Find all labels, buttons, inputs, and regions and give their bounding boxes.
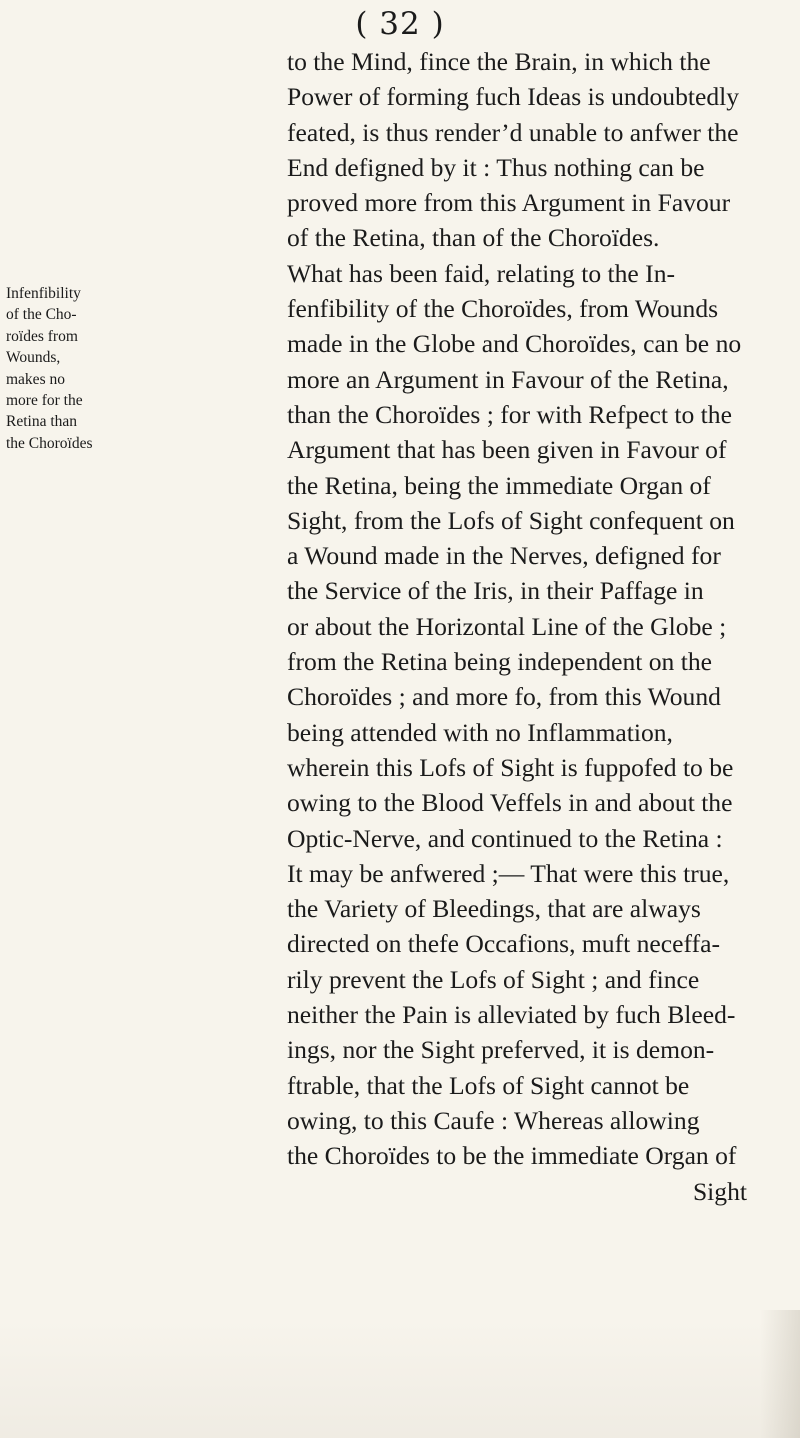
margin-note-line: Retina than <box>6 413 78 431</box>
text-line: ings, nor the Sight preferved, it is demon- <box>287 1035 715 1065</box>
text-line: Argument that has been given in Favour of <box>287 435 727 465</box>
margin-note-line: makes no <box>6 370 65 388</box>
text-line: to the Mind, fince the Brain, in which the <box>287 47 711 76</box>
text-line: from the Retina being independent on the <box>287 647 713 677</box>
text-line: the Service of the Iris, in their Paffage in <box>287 576 704 606</box>
margin-note-line: Infenfibility <box>6 285 81 302</box>
text-line: directed on thefe Occafions, muft neceffa- <box>287 929 720 959</box>
text-line: the Variety of Bleedings, that are always <box>287 894 701 924</box>
text-line: more an Argument in Favour of the Retina, <box>287 364 729 394</box>
text-line: It may be anfwered ;— That were this true, <box>287 858 730 888</box>
text-line: ftrable, that the Lofs of Sight cannot be <box>287 1070 690 1100</box>
text-line: being attended with no Inflammation, <box>287 717 673 747</box>
margin-note-line: roïdes from <box>6 327 78 345</box>
text-line: than the Choroïdes ; for with Refpect to the <box>287 399 732 429</box>
text-line: Sight, from the Lofs of Sight confequent on <box>287 505 735 535</box>
text-line: neither the Pain is alleviated by fuch Bleed- <box>287 1000 736 1030</box>
text-line: a Wound made in the Nerves, defigned for <box>287 541 721 571</box>
margin-note-line: the Choroïdes <box>6 434 93 452</box>
text-line: Choroïdes ; and more fo, from this Wound <box>287 682 721 712</box>
text-line: rily prevent the Lofs of Sight ; and fince <box>287 964 700 994</box>
text-line: proved more from this Argument in Favour <box>287 188 731 218</box>
text-line: End defigned by it : Thus nothing can be <box>287 152 705 182</box>
text-line: wherein this Lofs of Sight is fuppofed to be <box>287 752 734 782</box>
page-number: ( 32 ) <box>355 6 445 42</box>
text-line: What has been faid, relating to the In- <box>287 258 676 288</box>
text-line: feated, is thus render’d unable to anfwer the <box>287 117 739 147</box>
text-line: or about the Horizontal Line of the Globe ; <box>287 611 727 641</box>
page-stain <box>0 1320 800 1438</box>
text-line: made in the Globe and Choroïdes, can be no <box>287 329 742 359</box>
margin-note-line: Wounds, <box>6 349 61 367</box>
margin-note-line: more for the <box>6 391 83 409</box>
text-line: of the Retina, than of the Choroïdes. <box>287 223 660 253</box>
text-line: Power of forming fuch Ideas is undoubtedly <box>287 82 740 112</box>
text-line: the Choroïdes to be the immediate Organ of <box>287 1141 737 1171</box>
margin-note-line: of the Cho- <box>6 306 77 324</box>
text-line: owing to the Blood Veffels in and about the <box>287 788 733 818</box>
catchword: Sight <box>692 1176 747 1206</box>
text-line: the Retina, being the immediate Organ of <box>287 470 711 500</box>
margin-note <box>6 283 126 454</box>
text-line: fenfibility of the Choroïdes, from Wounds <box>287 294 719 324</box>
body-text <box>287 44 787 1209</box>
text-line: owing, to this Caufe : Whereas allowing <box>287 1105 700 1135</box>
text-line: Optic-Nerve, and continued to the Retina : <box>287 823 723 853</box>
